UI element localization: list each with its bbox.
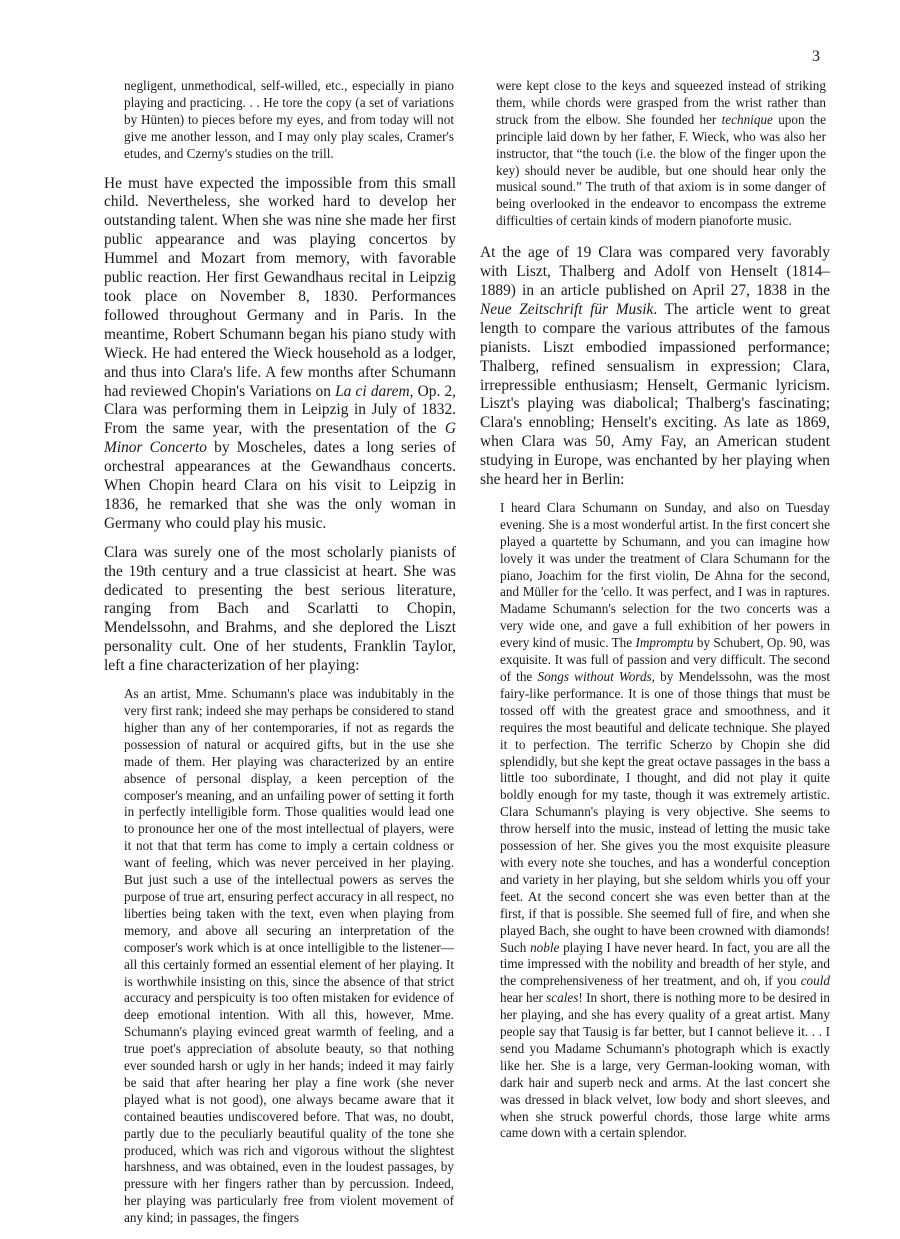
italic-text-run: Impromptu bbox=[635, 635, 694, 651]
block-quote bbox=[104, 686, 456, 1227]
italic-text-run: noble bbox=[530, 939, 560, 955]
text-run: negligent, unmethodical, self-willed, etc., especially in piano playing and practicing. . . He tore the copy (a set of variations by Hünten) to pieces before my eyes, and from today will not give me another lesson, and I may only play scales, Cramer's etudes, and Czerny's studies on the trill. bbox=[124, 78, 454, 161]
italic-text-run: La ci darem bbox=[335, 382, 410, 400]
text-run: upon the principle laid down by her father, F. Wieck, who was also her instructor, that “the touch (i.e. the blow of the finger upon the key) should never be audible, but one should hear only the musical sound.” The truth of that axiom is in some danger of being overlooked in the endeavor to encompass the extreme difficulties of certain kinds of modern pianoforte music. bbox=[496, 111, 826, 229]
text-run: As an artist, Mme. Schumann's place was indubitably in the very first rank; indeed she may perhaps be considered to stand higher than any of her contemporaries, if not as regards the possession of natural or acquired gifts, but in the use she made of them. Her playing was characterized by an entire absence of personal display, a keen perception of the composer's meaning, and an unfailing power of setting it forth in perfectly intelligible form. Those qualities would lead one to pronounce her one of the most intellectual of players, were it not that that term has come to imply a certain coldness or want of feeling, which was never perceived in her playing. But just such a use of the intellectual powers as serves the purpose of true art, ensuring perfect accuracy in all respect, no liberties being taken with the text, even when playing from memory, and above all securing an interpretation of the composer's work which is at once intelligible to the listener—all this certainly formed an essential element of her playing. It is worthwhile insisting on this, since the absence of that strict accuracy and perspicuity is too often mistaken for evidence of deep emotional intention. With all this, however, Mme. Schumann's playing evinced great warmth of feeling, and a true poet's appreciation of absolute beauty, so that nothing ever sounded harsh or ugly in her hands; indeed it may fairly be said that after hearing her play a fine work (she never played what is not good), one always became aware that it contained beauties undiscovered before. That was, no doubt, partly due to the peculiarly beautiful quality of the tone she produced, which was rich and vigorous without the slightest harshness, and was obtained, even in the loudest passages, by pressure with her fingers rather than by percussion. Indeed, her playing was particularly free from violent movement of any kind; in passages, the fingers bbox=[124, 686, 454, 1226]
italic-text-run: could bbox=[800, 973, 830, 989]
text-run: were kept close to the keys and squeezed instead of striking them, while chords were grasped from the wrist rather than struck from the elbow. She founded her bbox=[496, 78, 826, 127]
left-column bbox=[104, 78, 456, 1239]
text-run: ! In short, there is nothing more to be desired in her playing, and she has every quality of a great artist. Many people say that Tausig is far better, but I cannot believe it. . . I send you Madame Schumann's photograph which is exactly like her. She is a large, very German-looking woman, with dark hair and superb neck and arms. At the last concert she was dressed in black velvet, low body and short sleeves, and when she struck powerful chords, those large white arms came down with a certain splendor. bbox=[500, 990, 831, 1141]
italic-text-run: Neue Zeitschrift für Musik bbox=[480, 300, 654, 318]
block-quote bbox=[104, 78, 456, 163]
right-column bbox=[480, 78, 830, 1156]
italic-text-run: Songs without Words bbox=[537, 669, 652, 684]
body-paragraph bbox=[104, 175, 456, 534]
text-run: , by Mendelssohn, was the most fairy-like performance. It is one of those things that must be tossed off with the greatest grace and smoothness, and it requires the most beautiful and delicate technique. She played it to perfection. The terrific Scherzo by Chopin she did splendidly, but she kept the great octave passages in the bass a little too subordinate, I thought, and did not play it quite boldly enough for my taste, though it was extremely artistic. Clara Schumann's playing is very objective. She seems to throw herself into the music, instead of letting the music take possession of her. She gives you the most exquisite pleasure with every note she touches, and has a wonderful conception and variety in her playing, but she seldom whirls you off your feet. At the second concert she was even better than at the first, if that is possible. She seemed full of fire, and when she played Bach, she ought to have been crowned with diamonds! Such bbox=[500, 669, 830, 955]
italic-text-run: G Minor Concerto bbox=[104, 420, 456, 457]
page-number: 3 bbox=[812, 48, 820, 65]
text-run: playing I have never heard. In fact, you are all the time impressed with the nobility and breadth of her style, and the comprehensiveness of her treatment, and oh, if you bbox=[500, 939, 830, 989]
text-run: by Moscheles, dates a long series of orchestral appearances at the Gewandhaus concerts. When Chopin heard Clara on his visit to Leipzig in 1836, he remarked that she was the only woman in Germany who could play his music. bbox=[104, 439, 456, 532]
body-paragraph bbox=[480, 244, 830, 490]
text-run: by Schubert, Op. 90, was exquisite. It was full of passion and very difficult. The second of the bbox=[500, 635, 830, 684]
body-paragraph bbox=[104, 544, 456, 676]
text-run: At the age of 19 Clara was compared very favorably with Liszt, Thalberg and Adolf von Henselt (1814–1889) in an article published on April 27, 1838 in the bbox=[480, 244, 830, 299]
text-run: I heard Clara Schumann on Sunday, and also on Tuesday evening. She is a most wonderful artist. In the first concert she played a quartette by Schumann, and you can imagine how lovely it was under the treatment of Clara Schumann for the piano, Joachim for the first violin, De Ahna for the second, and Müller for the 'cello. It was perfect, and I was in raptures. Madame Schumann's selection for the two concerts was a very wide one, and gave a full exhibition of her powers in every kind of music. The bbox=[500, 499, 830, 651]
text-run: Clara was surely one of the most scholarly pianists of the 19th century and a true classicist at heart. She was dedicated to presenting the best serious literature, ranging from Bach and Scarlatti to Chopin, Mendelssohn, and Brahms, and she deplored the Liszt personality cult. One of her students, Franklin Taylor, left a fine characterization of her playing: bbox=[104, 543, 456, 675]
block-quote bbox=[480, 78, 830, 230]
text-run: He must have expected the impossible from this small child. Nevertheless, she worked hard to develop her outstanding talent. When she was nine she made her first public appearance and was playing concertos by Hummel and Mozart from memory, with favorable public reaction. Her first Gewandhaus recital in Leipzig took place on November 8, 1830. Performances followed throughout Germany and in Paris. In the meantime, Robert Schumann began his piano study with Wieck. He had entered the Wieck household as a lodger, and thus into Clara's life. A few months after Schumann had reviewed Chopin's Variations on bbox=[104, 174, 456, 400]
text-run: . The article went to great length to compare the various attributes of the famous pianists. Liszt embodied impassioned performance; Thalberg, refined sensualism in expression; Clara, irrepressible enthusiasm; Henselt, Germanic lyricism. Liszt's playing was diabolical; Thalberg's fascinating; Clara's ennobling; Henselt's exciting. As late as 1869, when Clara was 50, Amy Fay, an American student studying in Europe, was enchanted by her playing when she heard her in Berlin: bbox=[480, 300, 830, 489]
block-quote bbox=[480, 500, 830, 1142]
text-run: , Op. 2, Clara was performing them in Leipzig in July of 1832. From the same year, with the presentation of the bbox=[104, 382, 457, 438]
italic-text-run: technique bbox=[721, 111, 773, 127]
italic-text-run: scales bbox=[546, 990, 579, 1006]
text-run: hear her bbox=[500, 990, 547, 1006]
